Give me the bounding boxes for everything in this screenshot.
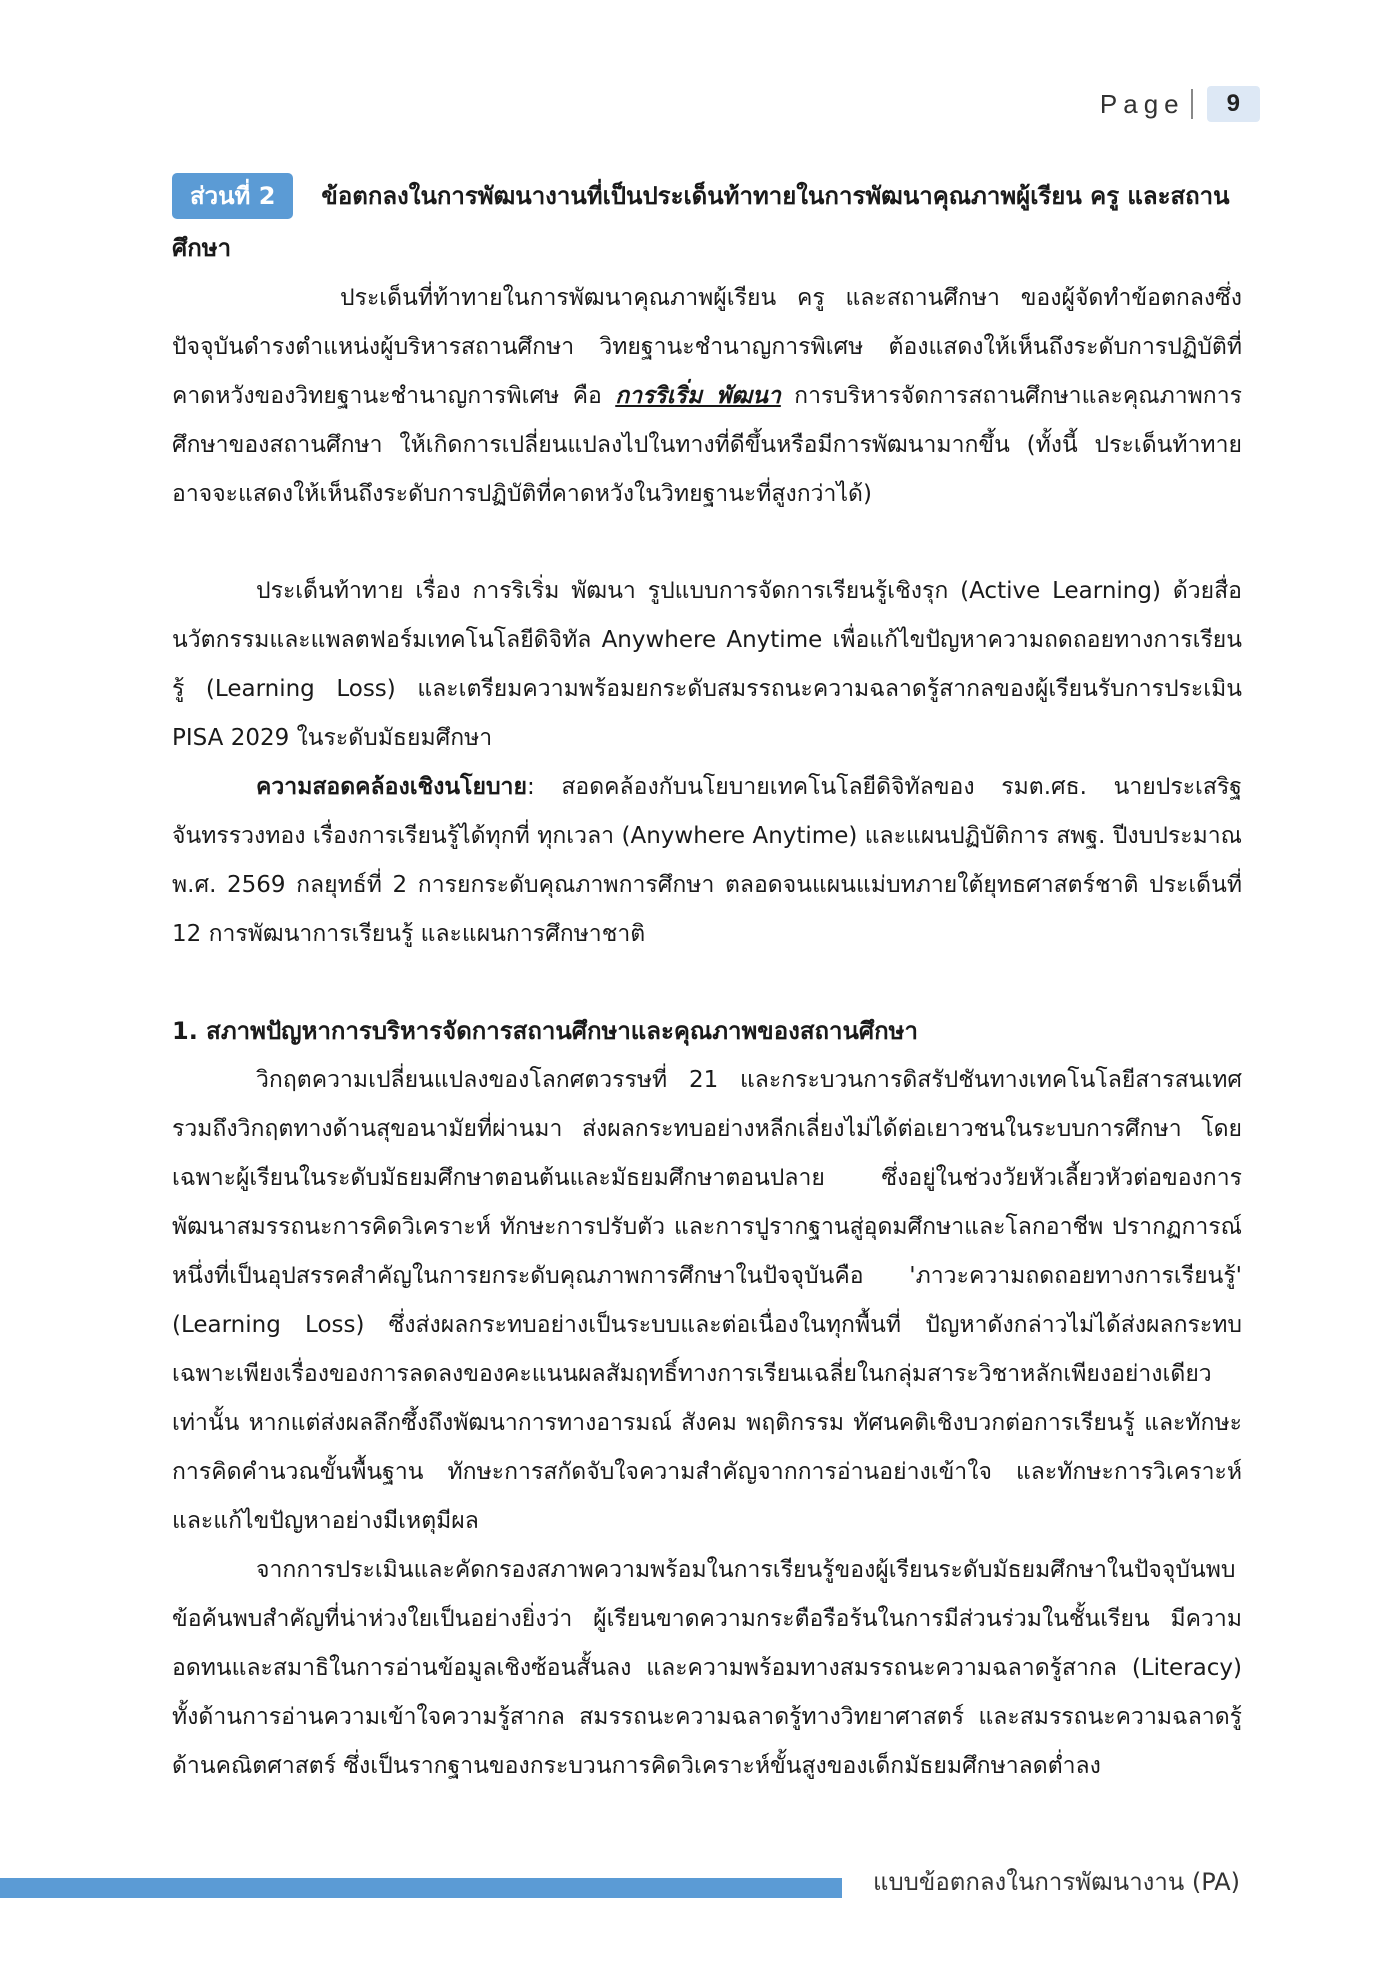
footer-text: แบบข้อตกลงในการพัฒนางาน (PA) [872,1868,1240,1896]
section-title: ข้อตกลงในการพัฒนางานที่เป็นประเด็นท้าทายในการพัฒนาคุณภาพผู้เรียน ครู และสถานศึกษา [172,182,1230,262]
problem-paragraph-2: จากการประเมินและคัดกรองสภาพความพร้อมในการเรียนรู้ของผู้เรียนระดับมัธยมศึกษาในปัจจุบันพบข้อค้นพบสำคัญที่น่าห่วงใยเป็นอย่างยิ่งว่า ผู้เรียนขาดความกระตือรือร้นในการมีส่วนร่วมในชั้นเรียน มีความอดทนและสมาธิในการอ่านข้อมูลเชิงซ้อนสั้นลง และความพร้อมทางสมรรถนะความฉลาดรู้สากล (Literacy) ทั้งด้านการอ่านความเข้าใจความรู้สากล สมรรถนะความฉลาดรู้ทางวิทยาศาสตร์ และสมรรถนะความฉลาดรู้ด้านคณิตศาสตร์ ซึ่งเป็นรากฐานของกระบวนการคิดวิเคราะห์ขั้นสูงของเด็กมัธยมศึกษาลดต่ำลง [172,1557,1242,1779]
spacer [172,519,1242,567]
intro-text-after: การบริหารจัดการสถานศึกษาและคุณภาพการศึกษาของสถานศึกษา ให้เกิดการเปลี่ยนแปลงไปในทางที่ดีขึ้นหรือมีการพัฒนามากขึ้น (ทั้งนี้ ประเด็นท้าทายอาจจะแสดงให้เห็นถึงระดับการปฏิบัติที่คาดหวังในวิทยฐานะที่สูงกว่าได้) [172,383,1242,507]
challenge-paragraph: ประเด็นท้าทาย เรื่อง การริเริ่ม พัฒนา รูปแบบการจัดการเรียนรู้เชิงรุก (Active Learning) ด้วยสื่อนวัตกรรมและแพลตฟอร์มเทคโนโลยีดิจิทัล Anywhere Anytime เพื่อแก้ไขปัญหาความถดถอยทางการเรียนรู้ (Learning Loss) และเตรียมความพร้อมยกระดับสมรรถนะความฉลาดรู้สากลของผู้เรียนรับการประเมิน PISA 2029 ในระดับมัธยมศึกษา [172,578,1242,751]
problem-paragraph-1: วิกฤตความเปลี่ยนแปลงของโลกศตวรรษที่ 21 และกระบวนการดิสรัปชันทางเทคโนโลยีสารสนเทศ รวมถึงวิกฤตทางด้านสุขอนามัยที่ผ่านมา ส่งผลกระทบอย่างหลีกเลี่ยงไม่ได้ต่อเยาวชนในระบบการศึกษา โดยเฉพาะผู้เรียนในระดับมัธยมศึกษาตอนต้นและมัธยมศึกษาตอนปลาย ซึ่งอยู่ในช่วงวัยหัวเลี้ยวหัวต่อของการพัฒนาสมรรถนะการคิดวิเคราะห์ ทักษะการปรับตัว และการปูรากฐานสู่อุดมศึกษาและโลกอาชีพ ปรากฏการณ์หนึ่งที่เป็นอุปสรรคสำคัญในการยกระดับคุณภาพการศึกษาในปัจจุบันคือ 'ภาวะความถดถอยทางการเรียนรู้' (Learning Loss) ซึ่งส่งผลกระทบอย่างเป็นระบบและต่อเนื่องในทุกพื้นที่ ปัญหาดังกล่าวไม่ได้ส่งผลกระทบเฉพาะเพียงเรื่องของการลดลงของคะแนนผลสัมฤทธิ์ทางการเรียนเฉลี่ยในกลุ่มสาระวิชาหลักเพียงอย่างเดียวเท่านั้น หากแต่ส่งผลลึกซึ้งถึงพัฒนาการทางอารมณ์ สังคม พฤติกรรม ทัศนคติเชิงบวกต่อการเรียนรู้ และทักษะการคิดคำนวณขั้นพื้นฐาน ทักษะการสกัดจับใจความสำคัญจากการอ่านอย่างเข้าใจ และทักษะการวิเคราะห์และแก้ไขปัญหาอย่างมีเหตุมีผล [172,1067,1242,1534]
document-body [172,170,1242,1791]
footer-bar [0,1878,842,1898]
spacer [172,959,1242,1007]
intro-emphasis: การริเริ่ม พัฒนา [615,383,781,409]
page-number: 9 [1207,86,1260,122]
section-heading [172,170,1242,274]
intro-paragraph [172,274,1242,519]
heading-problem-state: 1. สภาพปัญหาการบริหารจัดการสถานศึกษาและคุณภาพของสถานศึกษา [172,1017,918,1045]
policy-paragraph [172,763,1242,959]
policy-text: : สอดคล้องกับนโยบายเทคโนโลยีดิจิทัลของ รมต.ศธ. นายประเสริฐ จันทรรวงทอง เรื่องการเรียนรู้ได้ทุกที่ ทุกเวลา (Anywhere Anytime) และแผนปฏิบัติการ สพฐ. ปีงบประมาณ พ.ศ. 2569 กลยุทธ์ที่ 2 การยกระดับคุณภาพการศึกษา ตลอดจนแผนแม่บทภายใต้ยุทธศาสตร์ชาติ ประเด็นที่ 12 การพัฒนาการเรียนรู้ และแผนการศึกษาชาติ [172,774,1242,947]
section-badge: ส่วนที่ 2 [172,173,293,219]
page-separator [1191,89,1193,119]
page-label: Page [1099,88,1185,119]
page-header [1100,86,1260,122]
policy-label: ความสอดคล้องเชิงนโยบาย [256,774,527,800]
intro-text-before: ประเด็นที่ท้าทายในการพัฒนาคุณภาพผู้เรียน ครู และสถานศึกษา ของผู้จัดทำข้อตกลงซึ่งปัจจุบันดำรงตำแหน่งผู้บริหารสถานศึกษา วิทยฐานะชำนาญการพิเศษ ต้องแสดงให้เห็นถึงระดับการปฏิบัติที่คาดหวังของวิทยฐานะชำนาญการพิเศษ คือ [172,285,1242,409]
